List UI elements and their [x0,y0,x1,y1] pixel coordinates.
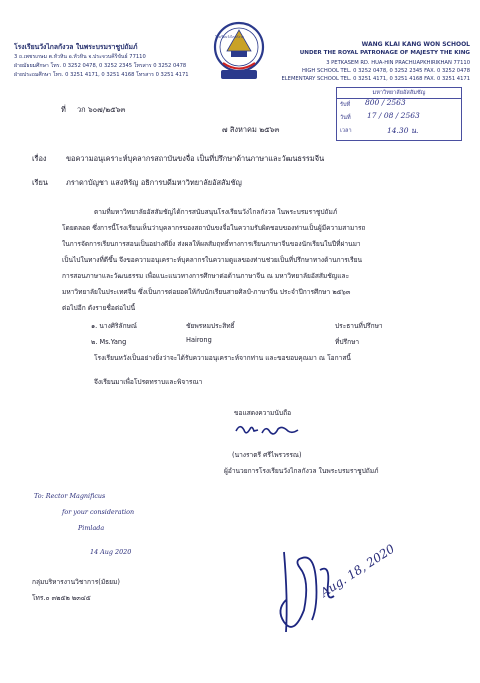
stamp-number-handwritten: 800 / 2563 [365,98,406,107]
received-stamp [336,87,462,141]
phone-elementary-en: ELEMENTARY SCHOOL TEL. 0 3251 4171, 0 3251 4168 FAX. 0 3251 4171 [281,76,470,82]
body-line-4: เป็นไปในทางที่ดีขึ้น จึงขอความอนุเคราะห์บุคลากรในความดูแลของท่านช่วยเป็นที่ปรึกษาทางด้านการเรียน [62,256,363,264]
logo-caption: โรงเรียนวังไกลกังวล [215,35,244,39]
to-label: เรียน [32,178,48,187]
body-line-5: การสอนภาษาและวัฒนธรรม เพื่อแนะแนวทางการศึกษาต่อด้านภาษาจีน ณ มหาวิทยาลัยอัสสัมชัญและ [62,272,350,280]
footer-department: กลุ่มบริหารงานวิชาการ(มัธยม) [32,578,120,586]
regards: ขอแสดงความนับถือ [234,409,292,417]
stamp-time-handwritten: 14.30 น. [387,126,419,135]
director-signature [232,421,302,441]
closing-request: จึงเรียนมาเพื่อโปรดทราบและพิจารณา [94,378,203,386]
school-name-en: WANG KLAI KANG WON SCHOOL [361,41,470,48]
phone-high-en: HIGH SCHOOL TEL. 0 3252 0478, 0 3252 2345 FAX. 0 3252 0478 [301,68,470,74]
rector-sign-date: Aug. 18, 2020 [318,541,398,600]
annotation-name: Pimlada [78,524,105,532]
address-th: 3 ถ.เพชรเกษม ต.หัวหิน อ.หัวหิน จ.ประจวบคีรีขันธ์ 77110 [14,54,146,60]
letter-date: ๗ สิงหาคม ๒๕๖๓ [222,125,280,134]
person-1-number: ๑. นางศิริลักษณ์ [91,322,138,330]
signer-title: ผู้อำนวยการโรงเรียนวังไกลกังวล ในพระบรมราชูปถัมภ์ [224,467,379,475]
body-line-2: โดยตลอด ซึ่งการนี้โรงเรียนเห็นว่าบุคลากรของสถาบันขงจื่อในความรับผิดชอบของท่านเป็นผู้มีความสามารถ [62,224,366,232]
stamp-title: มหาวิทยาลัยอัสสัมชัญ [337,89,461,99]
address-en: 3 PETKASEM RD. HUA-HIN PRACHUAPKHIRIKHAN 77110 [326,60,470,66]
body-line-3: ในการจัดการเรียนการสอนเป็นอย่างดียิ่ง ส่งผลให้ผลสัมฤทธิ์ทางการเรียนภาษาจีนของนักเรียนในปีที่ผ่านมา [62,240,361,248]
stamp-row-date: วันที่ [340,115,351,121]
patronage-en: UNDER THE ROYAL PATRONAGE OF MAJESTY THE KING [299,50,470,56]
to-text: ภราดาบัญชา แสงหิรัญ อธิการบดีมหาวิทยาลัยอัสสัมชัญ [66,178,242,187]
annotation-date: 14 Aug 2020 [90,548,132,556]
body-line-1: ตามที่มหาวิทยาลัยอัสสัมชัญได้การสนับสนุนโรงเรียนวังไกลกังวล ในพระบรมราชูปถัมภ์ [94,208,338,216]
phone-elementary-th: ฝ่ายประถมศึกษา โทร. 0 3251 4171, 0 3251 4168 โทรสาร 0 3251 4171 [14,72,189,78]
footer-phone: โทร.๐ ๓๒๕๒ ๒๓๔๕ [32,594,91,602]
ref-label: ที่ [61,105,66,114]
person-2-number: ๒. Ms.Yang [91,338,127,346]
person-1-name: ชัยพรหมประสิทธิ์ [186,322,235,330]
body-line-7: ต่อไปอีก ดังรายชื่อต่อไปนี้ [62,304,136,312]
stamp-row-time: เวลา [340,128,352,134]
subject-label: เรื่อง [32,154,47,163]
person-2-role: ที่ปรึกษา [335,338,360,346]
annotation-note: for your consideration [62,508,135,516]
annotation-to: To: Rector Magnificus [34,492,106,500]
ref-number: วก ๖๐๗/๒๕๖๓ [77,105,126,114]
subject-text: ขอความอนุเคราะห์บุคลากรสถาบันขงจื่อ เป็นที่ปรึกษาด้านภาษาและวัฒนธรรมจีน [66,154,325,163]
phone-high-th: ฝ่ายมัธยมศึกษา โทร. 0 3252 0478, 0 3252 2345 โทรสาร 0 3252 0478 [14,63,187,69]
stamp-date-handwritten: 17 / 08 / 2563 [367,111,420,120]
person-1-role: ประธานที่ปรึกษา [335,322,383,330]
school-logo-emblem [211,18,267,82]
person-2-name: Hairong [186,336,212,344]
stamp-row-number: รับที่ [340,102,351,108]
body-line-6: มหาวิทยาลัยในประเทศจีน ซึ่งเป็นการต่อยอดให้กับนักเรียนสายศิลป์-ภาษาจีน ประจำปีการศึกษา ๒๕๖๓ [62,288,351,296]
hope-line: โรงเรียนหวังเป็นอย่างยิ่งว่าจะได้รับความอนุเคราะห์จากท่าน และขอขอบคุณมา ณ โอกาสนี้ [94,354,351,362]
school-name-th: โรงเรียนวังไกลกังวล ในพระบรมราชูปถัมภ์ [14,43,138,51]
signer-name: (นางราตรี ศรีไพรวรรณ) [232,451,302,459]
